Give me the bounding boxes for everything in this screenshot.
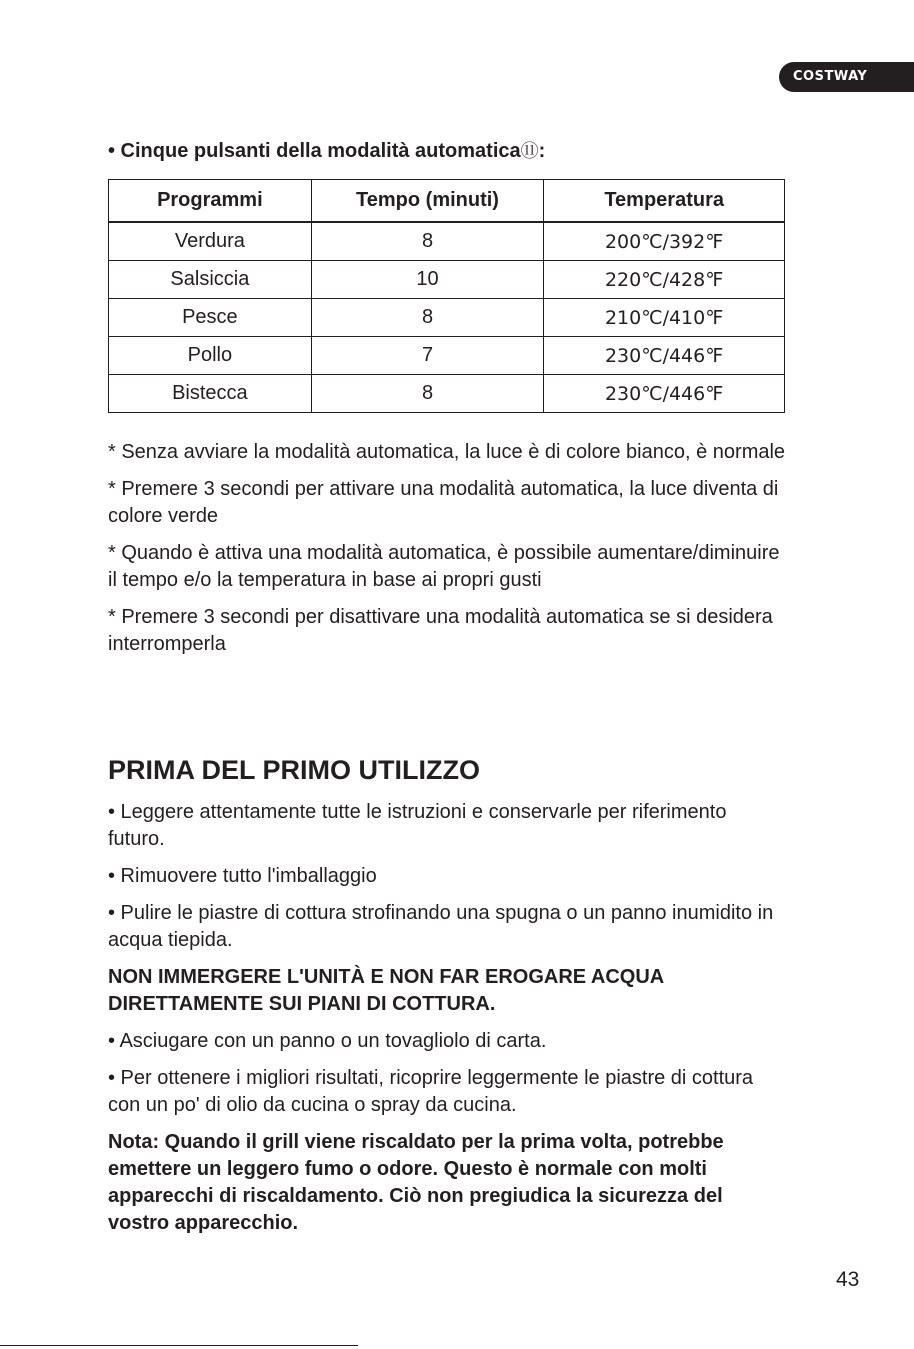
program-cell: Pesce — [109, 299, 312, 337]
auto-mode-heading-suffix: : — [538, 140, 546, 162]
auto-mode-heading-text: • Cinque pulsanti della modalità automatica — [108, 140, 521, 162]
time-cell: 8 — [311, 375, 544, 413]
table-row — [109, 337, 785, 375]
column-header-programs: Programmi — [109, 180, 312, 223]
instruction-item: • Asciugare con un panno o un tovagliolo di carta. — [108, 1030, 547, 1052]
instruction-item: • Per ottenere i migliori risultati, ricoprire leggermente le piastre di cottura con un po' di olio da cucina o spray da cucina. — [108, 1067, 754, 1116]
table-row — [109, 299, 785, 337]
table-row — [109, 222, 785, 261]
program-cell: Verdura — [109, 222, 312, 261]
temperature-cell: 230℃/446℉ — [544, 375, 785, 413]
note-item: * Quando è attiva una modalità automatica, è possibile aumentare/diminuire il tempo e/o la temperatura in base ai propri gusti — [108, 542, 780, 591]
temperature-cell: 220℃/428℉ — [544, 261, 785, 299]
time-cell: 8 — [311, 299, 544, 337]
table-row — [109, 375, 785, 413]
time-cell: 8 — [311, 222, 544, 261]
warning-text: NON IMMERGERE L'UNITÀ E NON FAR EROGARE ACQUA DIRETTAMENTE SUI PIANI DI COTTURA. — [108, 966, 664, 1015]
bottom-divider — [0, 1345, 358, 1346]
time-cell: 7 — [311, 337, 544, 375]
column-header-time: Tempo (minuti) — [311, 180, 544, 223]
column-header-temperature: Temperatura — [544, 180, 785, 223]
program-cell: Pollo — [109, 337, 312, 375]
note-item: * Premere 3 secondi per attivare una modalità automatica, la luce diventa di colore verde — [108, 478, 779, 527]
program-cell: Bistecca — [109, 375, 312, 413]
note-item: * Premere 3 secondi per disattivare una modalità automatica se si desidera interromperla — [108, 606, 773, 655]
temperature-cell: 230℃/446℉ — [544, 337, 785, 375]
time-cell: 10 — [311, 261, 544, 299]
table-row — [109, 261, 785, 299]
auto-mode-heading — [108, 137, 545, 163]
first-use-instructions — [108, 799, 788, 1247]
program-cell: Salsiccia — [109, 261, 312, 299]
first-use-heading: PRIMA DEL PRIMO UTILIZZO — [108, 755, 480, 785]
temperature-cell: 200℃/392℉ — [544, 222, 785, 261]
auto-programs-table — [108, 179, 785, 413]
table-header-row — [109, 180, 785, 223]
note-item: * Senza avviare la modalità automatica, la luce è di colore bianco, è normale — [108, 441, 786, 463]
note-text: Nota: Quando il grill viene riscaldato per la prima volta, potrebbe emettere un leggero fumo o odore. Questo è normale con molti apparecchi di riscaldamento. Ciò non pregiudica la sicurezza del vostro apparecchio. — [108, 1131, 724, 1234]
auto-mode-notes — [108, 439, 788, 668]
circled-number-marker: ⑪ — [520, 141, 539, 162]
temperature-cell: 210℃/410℉ — [544, 299, 785, 337]
instruction-item: • Leggere attentamente tutte le istruzioni e conservarle per riferimento futuro. — [108, 801, 727, 850]
instruction-item: • Pulire le piastre di cottura strofinando una spugna o un panno inumidito in acqua tiepida. — [108, 902, 774, 951]
page-number: 43 — [836, 1268, 860, 1291]
instruction-item: • Rimuovere tutto l'imballaggio — [108, 865, 377, 887]
brand-logo: COSTWAY — [779, 62, 914, 92]
